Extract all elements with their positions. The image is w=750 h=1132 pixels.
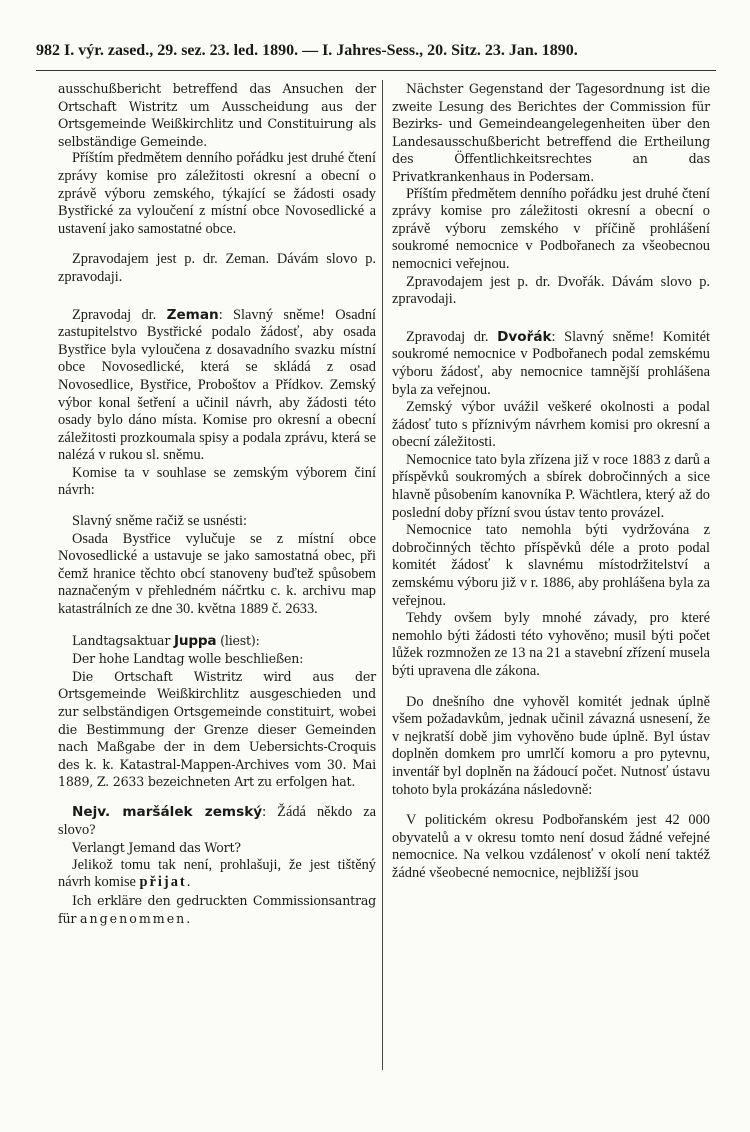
text-run: . <box>186 910 191 926</box>
speaker-label: Zpravodaj dr. <box>72 306 167 323</box>
paragraph: Der hohe Landtag wolle beschließen: <box>72 651 304 667</box>
speaker-name: Juppa <box>173 632 217 649</box>
speech-text: : Žádá někdo za slovo? <box>58 803 376 838</box>
paragraph: Zpravodajem jest p. dr. Zeman. Dávám slovo p. zpravodaji. <box>58 251 376 285</box>
text-run: Ich erkläre den gedruckten Commissionsantrag für <box>58 892 376 926</box>
speaker-name: Dvořák <box>497 328 552 345</box>
paragraph: Osada Bystřice vylučuje se z místní obce Novosedlické a ustavuje se jako samostatná obec, při čemž hranice těchto obcí stanoveny buďtež spůsobem naznačeným v přehledném náčrtku c. k. archivu map katastrálních ze dne 30. května 1889 č. 2633. <box>58 530 376 618</box>
speech-text: (liest): <box>216 632 260 648</box>
paragraph: Příštím předmětem denního pořádku jest druhé čtení zprávy komise pro záležitosti okresní a obecní o zprávě výboru zemského, týkající se žádosti osady Bystřické za vyloučení z místní obce Novosedlické a ustavení jako samostatné obce. <box>58 150 376 237</box>
speaker-label: Zpravodaj dr. <box>406 328 498 345</box>
paragraph <box>58 857 376 892</box>
paragraph: Nächster Gegenstand der Tagesordnung ist die zweite Lesung des Berichtes der Commission für Bezirks- und Gemeindeangelegenheiten über den Landesausschußbericht betreffend die Ertheilung des Öffentlichkeitsrechtes an das Privatkrankenhaus in Podersam. <box>392 81 710 184</box>
paragraph <box>58 307 376 465</box>
paragraph: Zpravodajem jest p. dr. Dvořák. Dávám slovo p. zpravodaji. <box>392 273 710 308</box>
emphasis: angenommen <box>80 910 187 926</box>
text-run: . <box>186 874 191 891</box>
paragraph: Verlangt Jemand das Wort? <box>72 840 241 856</box>
speaker-name: Zeman <box>166 306 219 323</box>
paragraph: Zemský výbor uvážil veškeré okolnosti a podal žádosť tuto s příznivým návrhem komisi pro okresní a obecní záležitosti. <box>392 399 710 451</box>
paragraph: Nemocnice tato nemohla býti vydržována z dobročinných těchto příspěvků déle a proto podal komitét žádosť k slavnému místodržitelství a zemskému výboru již v r. 1886, aby prohlášena byla za veřejnou. <box>392 522 710 609</box>
paragraph: ausschußbericht betreffend das Ansuchen der Ortschaft Wistritz um Ausscheidung aus der Ortsgemeinde Weißkirchlitz und Constituirung als selbständige Gemeinde. <box>58 81 376 149</box>
paragraph <box>58 804 376 839</box>
header-rule <box>36 70 716 71</box>
paragraph <box>58 632 376 651</box>
paragraph: Nemocnice tato byla zřízena již v roce 1883 z darů a příspěvků soukromých a sbírek dobročinných a sice hlavně působením kanovníka P. Wächtlera, který až do poslední doby přízní svou ústav tento provázel. <box>392 451 710 521</box>
speaker-name: Nejv. maršálek zemský <box>72 803 263 820</box>
text-run: Jelikož tomu tak není, prohlašuji, že jest tištěný návrh komise <box>58 856 376 891</box>
paragraph: Příštím předmětem denního pořádku jest druhé čtení zprávy komise pro záležitosti okresní a obecní o zprávě výboru zemského v příčině prohlášení soukromé nemocnice v Podbořanech za všeobecnou nemocnici veřejnou. <box>392 185 710 272</box>
speech-text: : Slavný sněme! Komitét soukromé nemocnice v Podbořanech podal zemskému výboru žádosť, aby nemocnice tamnější prohlášena byla za veřejnou. <box>392 328 710 398</box>
speech-text: : Slavný sněme! Osadní zastupitelstvo Bystřické podalo žádosť, aby osada Bystřice byla vyloučena z dosavadního svazku místní obce Novosedlické, která se skládá z osad Novosedlice, Bystřice, Proboštov a Přídkov. Zemský výbor konal šetření a učinil návrh, aby žádosti této osady bylo dáno místa. Komise pro okresní a obecní záležitosti prozkoumala spisy a podala zprávu, která se nalézá v rukou sl. sněmu. <box>58 306 377 464</box>
paragraph: Tehdy ovšem byly mnohé závady, pro které nemohlo býti žádosti této vyhověno; musil býti počet lůžek rozmnožen ze 13 na 21 a stavební zřízení musela býti upravena dle zákona. <box>392 610 710 679</box>
paragraph: Die Ortschaft Wistritz wird aus der Ortsgemeinde Weißkirchlitz ausgeschieden und zur selbständigen Ortsgemeinde constituirt, wobei die Bestimmung der Grenze dieser Gemeinden nach Maßgabe der in dem Uebersichts-Croquis des k. k. Katastral-Mappen-Archives vom 30. Mai 1889, Z. 2633 bezeichneten Art zu erfolgen hat. <box>58 668 376 790</box>
paragraph: Do dnešního dne vyhověl komitét jednak úplně všem požadavkům, jednak učinil závazná usnesení, že v nejkratší době jim vyhověno bude úplně. Byl ústav doplněn domkem pro umrlčí komoru a pro pytevnu, inventář byl doplněn na žádoucí počet. Nutnosť ústavu tohoto byla prokázána následovně: <box>392 693 710 798</box>
emphasis: přijat <box>139 874 187 891</box>
paragraph <box>392 329 710 399</box>
paragraph: V politickém okresu Podbořanském jest 42 000 obyvatelů a v okresu tomto není dosud žádné veřejné nemocnice. Na velkou vzdálenosť v okolí není taktéž žádné všeobecné nemocnice, nejbližší jsou <box>392 812 710 881</box>
speaker-label: Landtagsaktuar <box>72 632 174 648</box>
paragraph: Slavný sněme račiž se usnésti: <box>72 513 248 530</box>
paragraph: Komise ta v souhlase se zemským výborem činí návrh: <box>58 464 376 499</box>
page-header: 982 I. výr. zased., 29. sez. 23. led. 1890. — I. Jahres-Sess., 20. Sitz. 23. Jan. 1890. <box>36 42 578 59</box>
right-column <box>392 80 710 883</box>
column-divider <box>382 80 383 1070</box>
paragraph <box>58 892 376 927</box>
left-column <box>58 80 376 927</box>
